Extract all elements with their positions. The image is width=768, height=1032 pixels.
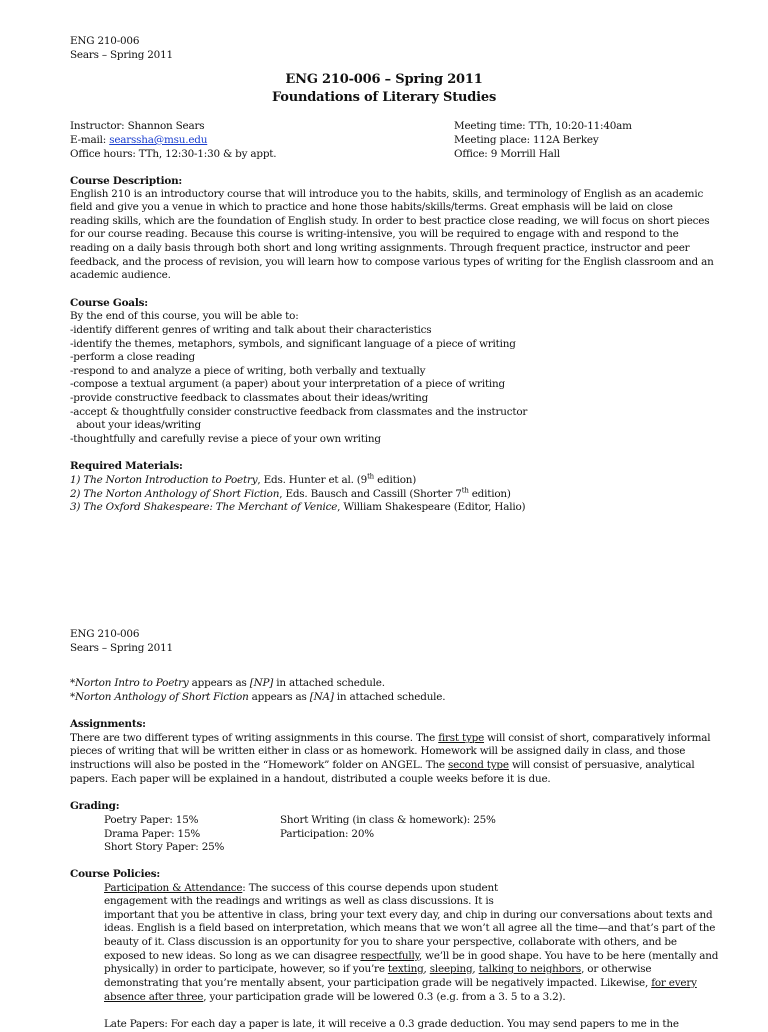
material-number: 3): [70, 501, 84, 513]
grading-item: Poetry Paper: 15%: [104, 814, 199, 826]
goal-line: -perform a close reading: [70, 351, 196, 363]
instructor-email: [70, 134, 207, 148]
description-line: field and give you a venue in which to practice and hone those habits/skills/terms. Great emphasis will be laid on close: [70, 201, 673, 213]
late-papers-line-cutoff: Late Papers: For each day a paper is late, it will receive a 0.3 grade deduction. You may send papers to me in the: [104, 1018, 679, 1030]
goal-line: -identify the themes, metaphors, symbols, and significant language of a piece of writing: [70, 338, 516, 350]
assignments-line: [70, 732, 710, 746]
material-item: [70, 501, 525, 515]
assign-first-type: first type: [438, 732, 485, 744]
description-line: reading skills, which are the foundation of English study. In order to best practice close reading, we will focus on short pieces: [70, 215, 710, 227]
abbr-mid: appears as: [248, 691, 310, 703]
policy-text: , or otherwise: [581, 963, 652, 975]
policy-line: beauty of it. Class discussion is an opportunity for you to share your perspective, collaborate with others, and be: [104, 936, 677, 948]
material-sup: th: [461, 486, 469, 495]
policy-text: ,: [472, 963, 479, 975]
material-number: 1): [70, 474, 84, 486]
material-edition: edition): [373, 474, 417, 486]
assign-text: will consist of persuasive, analytical: [508, 759, 695, 771]
grading-item: Participation: 20%: [280, 828, 374, 840]
material-title: The Norton Anthology of Short Fiction: [83, 488, 280, 500]
material-sup: th: [367, 472, 374, 481]
material-details: , Eds. Hunter et al. (9: [257, 474, 368, 486]
policy-text: exposed to new ideas. So long as we can disagree: [104, 950, 361, 962]
abbr-end: in attached schedule.: [273, 677, 385, 689]
abbr-end: in attached schedule.: [333, 691, 446, 703]
course-goals-heading: Course Goals:: [70, 297, 148, 309]
email-label: E-mail:: [70, 134, 110, 146]
grading-item: Short Writing (in class & homework): 25%: [280, 814, 496, 826]
policy-line: important that you be attentive in class, bring your text every day, and chip in during our conversations about texts and: [104, 909, 713, 921]
policy-text: , your participation grade will be lowered 0.3 (e.g. from a 3. 5 to a 3.2).: [203, 991, 566, 1003]
goal-line: -thoughtfully and carefully revise a piece of your own writing: [70, 433, 381, 445]
material-item: [70, 474, 416, 488]
page-header-term: Sears – Spring 2011: [70, 49, 173, 61]
abbr-title: *Norton Anthology of Short Fiction: [70, 691, 249, 703]
abbr-code: [NA]: [309, 691, 334, 703]
policy-text: , we’ll be in good shape. You have to be here (mentally and: [418, 950, 719, 962]
abbr-code: [NP]: [249, 677, 274, 689]
sleeping-underlined: sleeping: [429, 963, 473, 975]
abbr-mid: appears as: [188, 677, 250, 689]
participation-attendance-label: Participation & Attendance: [104, 882, 243, 894]
assign-second-type: second type: [447, 759, 509, 771]
policy-line: [104, 977, 697, 991]
material-title: The Oxford Shakespeare: The Merchant of Venice: [83, 501, 338, 513]
assign-text: instructions will also be posted in the “Homework” folder on ANGEL. The: [70, 759, 448, 771]
assignments-line: papers. Each paper will be explained in a handout, distributed a couple weeks before it is due.: [70, 773, 551, 785]
policy-text: physically) in order to participate, however, so if you’re: [104, 963, 388, 975]
office-hours: Office hours: TTh, 12:30-1:30 & by appt.: [70, 148, 277, 160]
policy-line: [104, 950, 718, 964]
abbr-title: *Norton Intro to Poetry: [70, 677, 189, 689]
material-edition: edition): [468, 488, 511, 500]
goal-line: about your ideas/writing: [70, 419, 201, 431]
description-line: reading on a daily basis through both short and long writing assignments. Through frequent practice, instructor and peer: [70, 242, 690, 254]
policy-text: : The success of this course depends upon student: [242, 882, 498, 894]
description-line: feedback, and the process of revision, you will learn how to compose various types of writing for the English classroom and an: [70, 256, 714, 268]
material-item: [70, 488, 511, 502]
respectfully-underlined: respectfully: [360, 950, 419, 962]
document-subtitle: Foundations of Literary Studies: [271, 90, 497, 105]
page-header-course: ENG 210-006: [70, 628, 140, 640]
policy-line: [104, 963, 651, 977]
goal-line: -provide constructive feedback to classmates about their ideas/writing: [70, 392, 429, 404]
email-link[interactable]: searssha@msu.edu: [109, 134, 208, 146]
policy-line: ideas. English is a field based on interpretation, which means that we won’t all agree all the time—and that’s part of the: [104, 922, 716, 934]
course-description-heading: Course Description:: [70, 175, 183, 187]
page-header-term: Sears – Spring 2011: [70, 642, 173, 654]
policy-text: ,: [423, 963, 430, 975]
material-details: , Eds. Bausch and Cassill (Shorter 7: [279, 488, 462, 500]
document-title: ENG 210-006 – Spring 2011: [285, 72, 483, 87]
policy-line: [104, 991, 565, 1005]
for-every-underlined: for every: [651, 977, 697, 989]
office-location: Office: 9 Morrill Hall: [454, 148, 560, 160]
instructor-name: Instructor: Shannon Sears: [70, 120, 205, 132]
texting-underlined: texting: [387, 963, 424, 975]
description-line: English 210 is an introductory course that will introduce you to the habits, skills, and terminology of English as an academic: [70, 188, 704, 200]
grading-item: Short Story Paper: 25%: [104, 841, 225, 853]
absence-after-three-underlined: absence after three: [104, 991, 204, 1003]
assignments-line: pieces of writing that will be written either in class or as homework. Homework will be assigned daily in class, and those: [70, 745, 686, 757]
grading-item: Drama Paper: 15%: [104, 828, 201, 840]
assignments-line: [70, 759, 695, 773]
goal-line: -identify different genres of writing and talk about their characteristics: [70, 324, 432, 336]
abbreviation-note: [70, 691, 445, 705]
meeting-time: Meeting time: TTh, 10:20-11:40am: [454, 120, 632, 132]
material-number: 2): [70, 488, 84, 500]
goal-line: -respond to and analyze a piece of writing, both verbally and textually: [70, 365, 426, 377]
description-line: for our course reading. Because this course is writing-intensive, you will be required to engage with and respond to the: [70, 228, 679, 240]
grading-heading: Grading:: [70, 800, 120, 812]
abbreviation-note: [70, 677, 385, 691]
talking-underlined: talking to neighbors: [478, 963, 582, 975]
meeting-place: Meeting place: 112A Berkey: [454, 134, 599, 146]
material-details: , William Shakespeare (Editor, Halio): [337, 501, 526, 513]
policy-text: demonstrating that you’re mentally absent, your participation grade will be negatively impacted. Likewise,: [104, 977, 652, 989]
assign-text: There are two different types of writing assignments in this course. The: [70, 732, 439, 744]
required-materials-heading: Required Materials:: [70, 460, 183, 472]
policy-line: engagement with the readings and writings as well as class discussions. It is: [104, 895, 494, 907]
policy-line: [104, 882, 498, 896]
goal-line: By the end of this course, you will be able to:: [70, 310, 299, 322]
description-line: academic audience.: [70, 269, 171, 281]
course-policies-heading: Course Policies:: [70, 868, 161, 880]
goal-line: -accept & thoughtfully consider constructive feedback from classmates and the instructor: [70, 406, 528, 418]
goal-line: -compose a textual argument (a paper) about your interpretation of a piece of writing: [70, 378, 505, 390]
assignments-heading: Assignments:: [70, 718, 146, 730]
material-title: The Norton Introduction to Poetry: [83, 474, 258, 486]
assign-text: will consist of short, comparatively informal: [484, 732, 711, 744]
page-header-course: ENG 210-006: [70, 35, 140, 47]
